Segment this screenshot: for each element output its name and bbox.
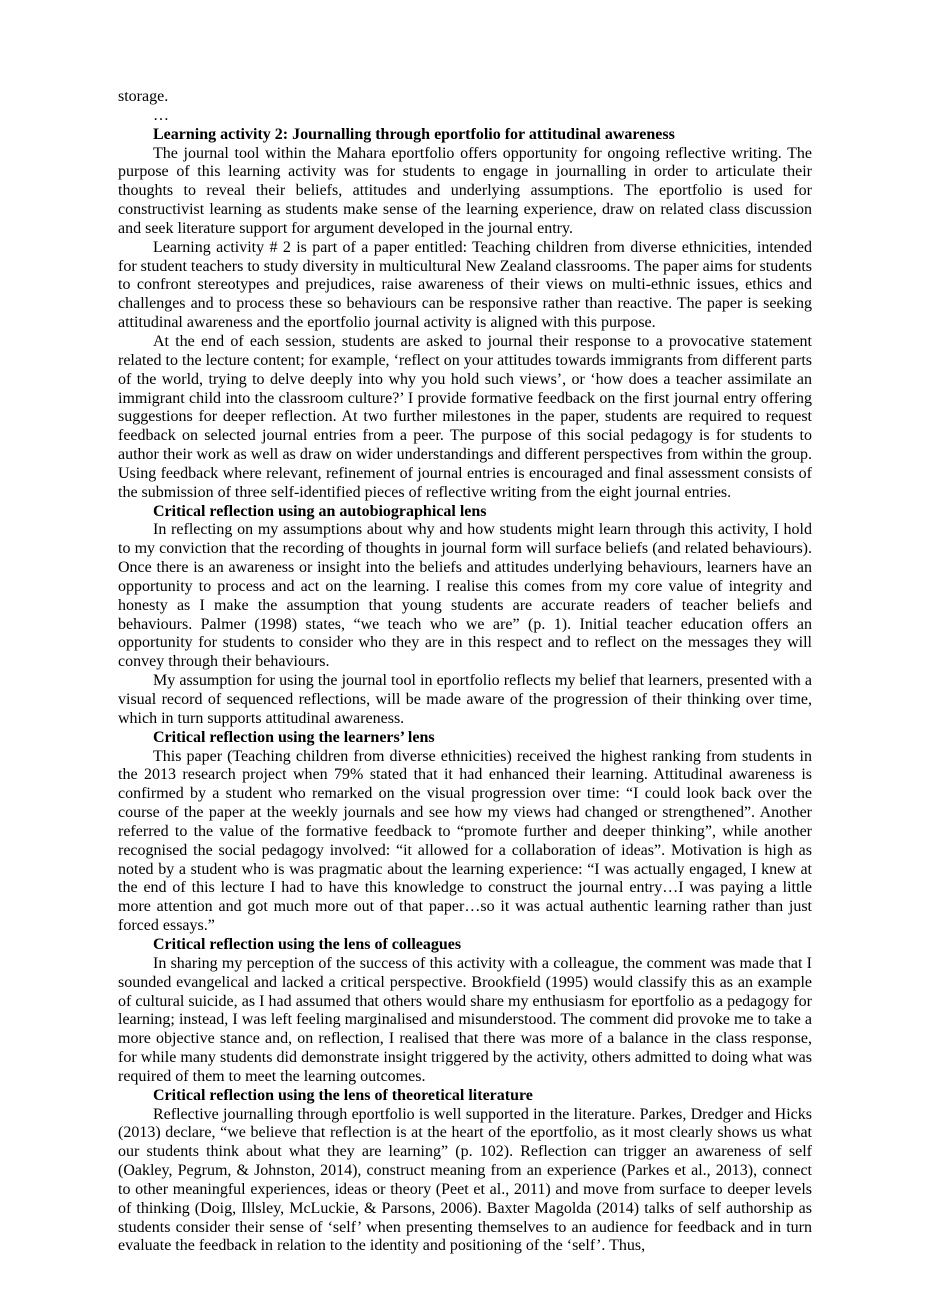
paragraph-highest-ranking: This paper (Teaching children from diverse ethnicities) received the highest ranking from students in the 2013 research project when 79% stated that it had enhanced their learning. Attitudinal awareness is confirmed by a student who remarked on the visual progression over time: “I could look back over the course of the paper at the weekly journals and see how my views had changed or strengthened”. Another referred to the value of the formative feedback to “promote further and deeper thinking”, while another recognised the social pedagogy involved: “it allowed for a collaboration of ideas”. Motivation is high as noted by a student who is was pragmatic about the learning experience: “I was actually engaged, I knew at the end of this lecture I had to have this knowledge to construct the journal entry…I was paying a little more attention and got much more out of that paper…so it was actual authentic learning rather than just forced essays.” (118, 747, 812, 935)
ellipsis-line: … (153, 106, 169, 124)
heading-lens-of-theoretical-literature: Critical reflection using the lens of theoretical literature (153, 1086, 533, 1104)
paragraph-reflecting-assumptions: In reflecting on my assumptions about why and how students might learn through this activity, I hold to my conviction that the recording of thoughts in journal form will surface beliefs (and related behaviours). Once there is an awareness or insight into the beliefs and attitudes underlying behaviours, learners have an opportunity to process and act on the learning. I realise this comes from my core value of integrity and honesty as I make the assumption that young students are accurate readers of teacher beliefs and behaviours. Palmer (1998) states, “we teach who we are” (p. 1). Initial teacher education offers an opportunity for students to consider who they are in this respect and to reflect on the messages they will convey through their behaviours. (118, 521, 812, 671)
heading-lens-of-colleagues: Critical reflection using the lens of colleagues (153, 935, 462, 953)
text-column (118, 88, 812, 1256)
paragraph-journal-tool: The journal tool within the Mahara eportfolio offers opportunity for ongoing reflective writing. The purpose of this learning activity was for students to engage in journalling in order to articulate their thoughts to reveal their beliefs, attitudes and underlying assumptions. The eportfolio is used for constructivist learning as students make sense of the learning experience, draw on related class discussion and seek literature support for argument developed in the journal entry. (118, 144, 812, 237)
heading-learners-lens: Critical reflection using the learners’ lens (153, 728, 435, 746)
paragraph-continuation-storage: storage. (118, 88, 169, 105)
paragraph-end-of-each-session: At the end of each session, students are asked to journal their response to a provocative statement related to the lecture content; for example, ‘reflect on your attitudes towards immigrants from different parts of the world, trying to delve deeply into why you hold such views’, or ‘how does a teacher assimilate an immigrant child into the classroom culture?’ I provide formative feedback on the first journal entry offering suggestions for deeper reflection. At two further milestones in the paper, students are required to request feedback on selected journal entries from a peer. The purpose of this social pedagogy is for students to author their work as well as draw on wider understandings and different perspectives from within the group. Using feedback where relevant, refinement of journal entries is encouraged and final assessment consists of the submission of three self-identified pieces of reflective writing from the eight journal entries. (118, 332, 812, 501)
paragraph-sharing-perception: In sharing my perception of the success of this activity with a colleague, the comment was made that I sounded evangelical and lacked a critical perspective. Brookfield (1995) would classify this as an example of cultural suicide, as I had assumed that others would share my enthusiasm for eportfolio as a pedagogy for learning; instead, I was left feeling marginalised and misunderstood. The comment did provoke me to take a more objective stance and, on reflection, I realised that there was more of a balance in the class response, for while many students did demonstrate insight triggered by the activity, others admitted to doing what was required of them to meet the learning outcomes. (118, 954, 812, 1085)
heading-autobiographical-lens: Critical reflection using an autobiographical lens (153, 502, 487, 520)
paragraph-paper-entitled: Learning activity # 2 is part of a paper entitled: Teaching children from diverse ethnicities, intended for student teachers to study diversity in multicultural New Zealand classrooms. The paper aims for students to confront stereotypes and prejudices, raise awareness of their views on multi-ethnic issues, ethics and challenges and to process these so behaviours can be responsive rather than reactive. The paper is seeking attitudinal awareness and the eportfolio journal activity is aligned with this purpose. (118, 238, 812, 332)
heading-learning-activity-2: Learning activity 2: Journalling through eportfolio for attitudinal awareness (153, 125, 675, 143)
paragraph-reflective-journalling-literature: Reflective journalling through eportfolio is well supported in the literature. Parkes, Dredger and Hicks (2013) declare, “we believe that reflection is at the heart of the eportfolio, as it most clearly shows us what our students think about what they are learning” (p. 102). Reflection can trigger an awareness of self (Oakley, Pegrum, & Johnston, 2014), construct meaning from an experience (Parkes et al., 2013), connect to other meaningful experiences, ideas or theory (Peet et al., 2011) and move from surface to deeper levels of thinking (Doig, Illsley, McLuckie, & Parsons, 2006). Baxter Magolda (2014) talks of self authorship as students consider their sense of ‘self’ when presenting themselves to an audience for feedback and in turn evaluate the feedback in relation to the identity and positioning of the ‘self’. Thus, (118, 1105, 812, 1255)
paragraph-my-assumption: My assumption for using the journal tool in eportfolio reflects my belief that learners, presented with a visual record of sequenced reflections, will be made aware of the progression of their thinking over time, which in turn supports attitudinal awareness. (118, 672, 812, 727)
